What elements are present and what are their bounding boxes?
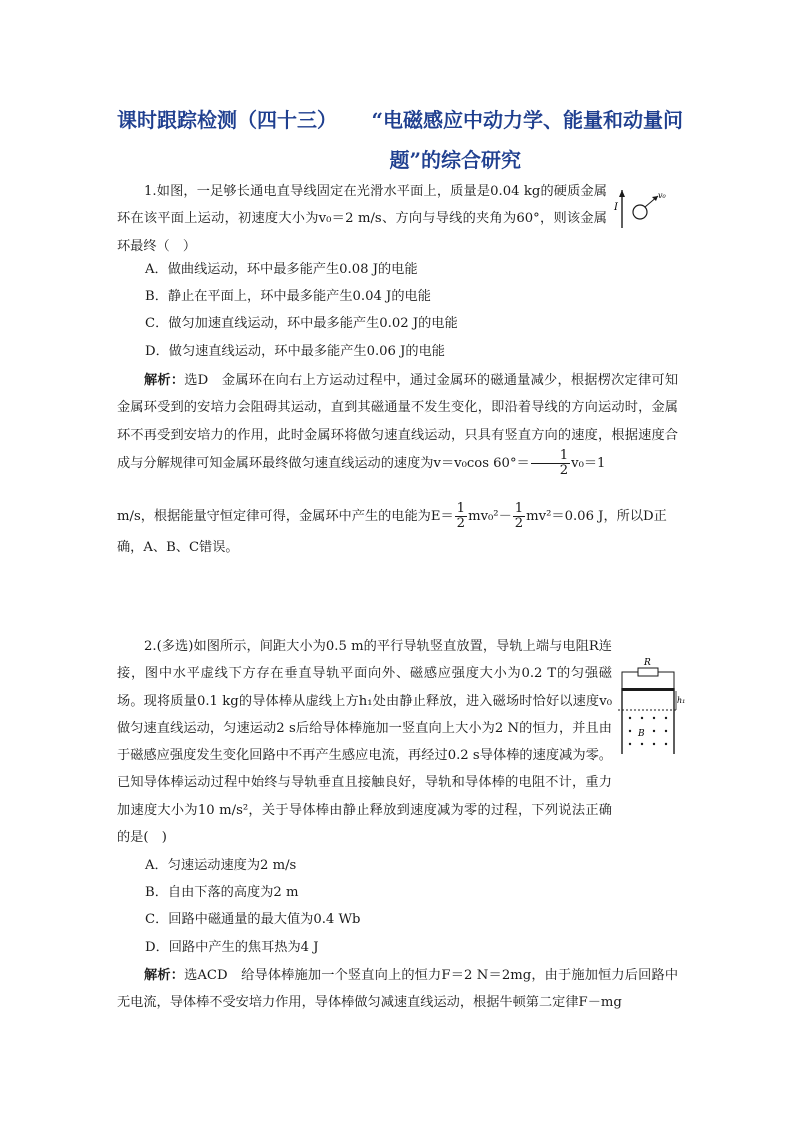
q1-fraction-3 (513, 502, 525, 531)
fraction-denominator: 2 (559, 462, 569, 478)
q1-equation-2c: mv²＝0.06 J，所以D正 (526, 509, 667, 524)
q1-analysis-text: 金属环在向右上方运动过程中，通过金属环的磁通量减少，根据楞次定律可知金属环受到的安培力会阻碍其运动，直到其磁通量不发生变化，即沿着导线的方向运动时，金属环不再受到安培力的作用，此时金属环将做匀速直线运动，只具有竖直方向的速度，根据速度合成与分解规律可知金属环最终做匀速直线运动的速度为 (117, 373, 679, 471)
q2-option-c: C．回路中磁通量的最大值为0.4 Wb (145, 912, 361, 927)
q1-analysis-line2 (117, 502, 678, 531)
q2-analysis (117, 962, 678, 1017)
q1-equation-1: v＝v₀cos 60°＝ (433, 455, 530, 471)
q1-equation-2b: mv₀²－ (468, 509, 512, 524)
q2-analysis-label: 解析： (144, 968, 185, 983)
q1-velocity-label: v₀ (658, 191, 666, 200)
q1-fraction-2 (455, 502, 467, 531)
page-title (117, 100, 683, 180)
title-line2: 题”的综合研究 (389, 148, 521, 172)
q2-field-dots (629, 717, 667, 745)
q1-option-d: D．做匀速直线运动，环中最多能产生0.06 J的电能 (145, 344, 445, 359)
q1-analysis-energy-text: m/s，根据能量守恒定律可得，金属环中产生的电能为 (117, 509, 431, 524)
q1-stem: 1.如图，一足够长通电直导线固定在光滑水平面上，质量是0.04 kg的硬质金属环在该平面上运动，初速度大小为v₀＝2 m/s、方向与导线的夹角为60°，则该金属环最终（ ） (117, 184, 607, 254)
fraction-numerator: 1 (514, 501, 524, 516)
q1-analysis (117, 367, 678, 478)
q1-figure (614, 188, 672, 230)
q2-figure (616, 656, 686, 756)
title-left: 课时跟踪检测（四十三） (117, 108, 337, 132)
fraction-numerator: 1 (456, 501, 466, 516)
q2-resistor-label: R (644, 658, 651, 668)
q2-option-d: D．回路中产生的焦耳热为4 J (145, 940, 319, 955)
fraction-numerator: 1 (531, 449, 570, 464)
q2-stem: 2.(多选)如图所示，间距大小为0.5 m的平行导轨竖直放置，导轨上端与电阻R连接，图中水平虚线下方存在垂直导轨平面向外、磁感应强度大小为0.2 T的匀强磁场。现将质量0.1 kg的导体棒从虚线上方h₁处由静止释放，进入磁场时恰好以速度v₀做匀速直线运动，匀速运动2 s后给导体棒施加一竖直向上大小为2 N的恒力，并且由于磁感应强度发生变化回路中不再产生感应电流，再经过0.2 s导体棒的速度减为零。已知导体棒运动过程中始终与导轨垂直且接触良好，导轨和导体棒的电阻不计，重力加速度大小为10 m/s²，关于导体棒由静止释放到速度减为零的过程，下列说法正确的是( ) (117, 639, 612, 846)
fraction-denominator: 2 (456, 516, 466, 531)
q1-analysis-label: 解析： (144, 373, 185, 388)
q2-option-b: B．自由下落的高度为2 m (145, 885, 299, 900)
q1-equation-2a: E＝ (430, 509, 454, 524)
q1-analysis-line3: 确，A、B、C错误。 (117, 540, 239, 555)
q1-equation-1-tail: v₀＝1 (571, 455, 606, 471)
q2-field-label: B (638, 729, 645, 739)
q1-analysis-pick: 选D (184, 373, 209, 388)
q2-analysis-pick: 选ACD (184, 968, 228, 983)
title-right: “电磁感应中动力学、能量和动量问 (371, 108, 683, 132)
q1-option-b: B．静止在平面上，环中最多能产生0.04 J的电能 (145, 289, 431, 304)
q2-height-label: h₁ (677, 696, 686, 705)
q2-option-a: A．匀速运动速度为2 m/s (145, 858, 297, 873)
q1-current-label: I (614, 202, 618, 213)
q1-option-c: C．做匀加速直线运动，环中最多能产生0.02 J的电能 (145, 316, 458, 331)
q1-fraction-1 (531, 449, 570, 478)
fraction-denominator: 2 (514, 516, 524, 531)
q2-analysis-text: 给导体棒施加一个竖直向上的恒力F＝2 N＝2mg，由于施加恒力后回路中无电流，导体棒不受安培力作用，导体棒做匀减速直线运动，根据牛顿第二定律F－mg (117, 968, 679, 1011)
q1-option-a: A．做曲线运动，环中最多能产生0.08 J的电能 (145, 262, 418, 277)
